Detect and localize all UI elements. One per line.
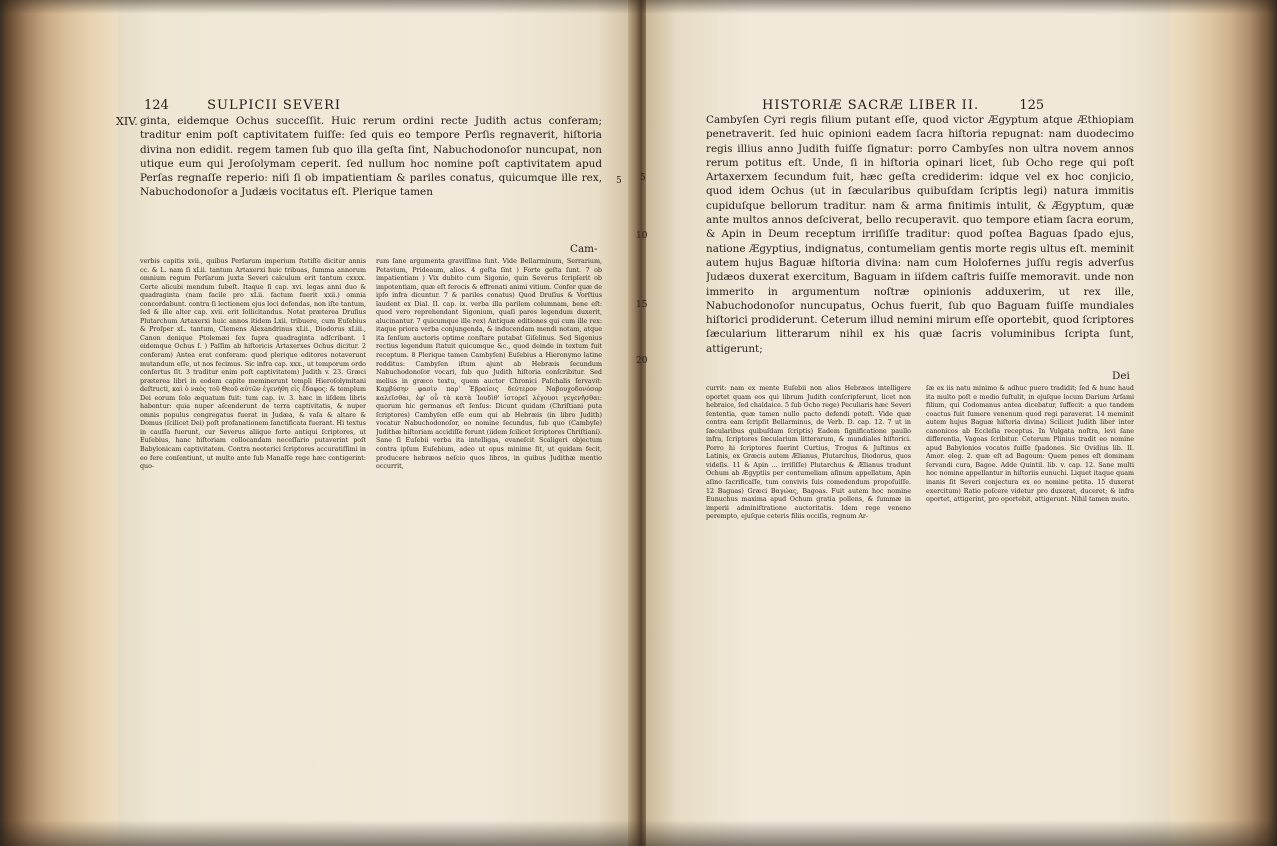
notes-left-column-2	[376, 258, 602, 748]
line-number-20: 20	[636, 356, 648, 366]
running-head-title-right: HISTORIÆ SACRÆ LIBER II.	[762, 98, 980, 113]
line-number-10: 10	[636, 231, 648, 241]
right-page	[636, 0, 1170, 846]
catchword-left: Cam-	[570, 243, 598, 255]
running-head-title-left: SULPICII SEVERI	[207, 98, 342, 113]
note-text: currit: nam ex mente Euſebii non alios Hebræos intelligere oportet quam eos qui librum Judith conſcripſerunt, licet non hebraice, ſed chaldaice. 5 ſub Ocho rege) Peculiaris hæc Severi ſententia, quæ tamen nullo pacto defendi poteſt. Vide quæ contra eam ſcripſit Bellarminus, de Verb. D. cap. 12. 7 ut in ſæcularibus quibuſdam ſcriptis) Eadem ſignificatione paullo infra, ſcriptores ſæcularium litterarum, & mundiales hiſtorici. Porro hi ſcriptores fuerint Curtius, Trogus & Juſtinus ex Latinis, ex Græcis autem Ælianus, Plutarchus, Diodorus, quos videſis. 11 & Apin ... irriſiſſe) Plutarchus & Ælianus tradunt Ochum ab Ægyptiis per contumeliam aſinum appellatum, Apin aſino ſacrificaſſe, tum convivis ſuis comedendum propoſuiſſe. 12 Baguas) Græci Βαγώας, Bagoas. Fuit autem hoc nomine Eunuchus maxima apud Ochum gratia pollens, & ſummæ in imperii adminiſtratione auctoritatis. Idem rege veneno perempto, ejuſque ceteris filiis occiſis, regnum Ar-	[706, 385, 911, 521]
page-number-right: 125	[1019, 98, 1045, 113]
bottom-shadow	[0, 820, 1277, 846]
line-number-5: 5	[640, 173, 646, 183]
section-marker: XIV.	[116, 115, 138, 128]
line-number-15: 15	[636, 300, 648, 310]
notes-right-column-2	[926, 385, 1134, 745]
catchword-right: Dei	[1112, 370, 1130, 382]
notes-left-column-1	[140, 258, 366, 748]
note-text: ſæ ex iis natu minimo & adhuc puero tradidit; ſed & hunc haud ita multo poſt e medio ſuſtulit, in ejuſque locum Darium Arſami filium, qui Codomanus antea dicebatur, ſuffecit: a quo tandem coactus fuit ſumere venenum quod regi paraverat. 14 meminit autem hujus Baguæ hiſtoria divina) Scilicet Judith liber inter canonicos ab Eccleſia receptus. In Vulgata noſtra, levi ſane differentia, Vagoas ſcribitur. Ceterum Plinius tradit eo nomine apud Babylonios vocatos fuiſſe ſpadones. Sic Ovidius lib. II. Amor. eleg. 2. quæ eſt ad Bagoum: Quem penes eſt dominam ſervandi cura, Bagoe. Adde Quintil. lib. v. cap. 12. Sane multi hoc nomine appellantur in hiſtoriis eunuchi. Liquet itaque quam inanis ſit Severi conjectura ex eo nomine petita. 15 duxerat exercitum) Ratio poſcere videtur pro duxerat, duceret; & infra oportet, attigerint, pro oportebit, attigerunt. Nihil tamen muto.	[926, 385, 1134, 504]
page-number-left: 124	[144, 98, 169, 113]
notes-right-column-1	[706, 385, 911, 745]
running-head-left	[144, 98, 341, 113]
top-shadow	[0, 0, 1277, 14]
main-text-left	[140, 114, 602, 242]
left-page-stack-edge	[0, 0, 120, 846]
left-page	[118, 0, 638, 846]
main-paragraph-left: ginta, eidemque Ochus succeſſit. Huic rerum ordini recte Judith actus conferam; traditur enim poſt captivitatem fuiſſe: ſed quis eo tempore Perſis regnaverit, hiſtoria divina non edidit. regem tamen ſub quo illa geſta ſint, Nabuchodonoſor nuncupat, non utique eum qui Jeroſolymam ceperit. ſed nullum hoc nomine poſt captivitatem apud Perſas regnaſſe reperio: niſi ſi ob impatientiam & pariles conatus, quicumque ille rex, Nabuchodonoſor a Judæis vocitatus eſt. Plerique tamen	[140, 115, 602, 199]
line-number: 5	[616, 176, 622, 186]
main-text-right	[706, 113, 1134, 369]
running-head-right	[762, 98, 1044, 113]
right-page-stack-edge	[1167, 0, 1277, 846]
note-text: rum ſane argumenta graviſſima ſunt. Vide Bellarminum, Serrarium, Petavium, Prideaum, alios. 4 geſta ſint ) Forte geſta ſunt. 7 ob impatientiam ) Vix dubito cum Sigonio, quin Severus ſcripſerit ob impotentiam, quæ eſt ferocis & effrenati animi vitium. Confer quæ de ipſo infra dicuntur. 7 & pariles conatus) Quod Druſius & Vorſtius laudent ex Dial. II. cap. ix. verba illa parilem columnam, bene eſt: quod vero reprehendant Sigonium, quaſi pares legendum duxerit, alucinantur. 7 quicumque ille rex) Antiquæ editiones qui cum ille rex: itaque priora verba conjungenda, & inducendam mendi notam, atque ita ſenſum auctoris optime conſtare putabat Giſelinus. Sed Sigonius rectius legendum ſtatuit quicumque &c., quod deinde in textum fuit receptum. 8 Plerique tamen Cambyſen) Euſebius a Hieronymo latine redditus: Cambyſen iſtum ajunt ab Hebræis ſecundum Nabuchodonoſor vocari, ſub quo Judith hiſtoria conſcribitur. Sed melius in græco textu, quem auctor Chronici Paſchalis ſervavit: Καμβύσην φασὶν παρ' Ἑβραίοις δεύτερον Ναβουχοδονόσορ καλεῖσθαι, ἐφ' οὗ τὰ κατὰ Ἰουδὶθ' ἱστορεῖ λέγουσι γεγενῆσθαι: quorum hic germanus eſt ſenſus: Dicunt quidam (Chriſtiani puta ſcriptores) Cambyſen eſſe eum qui ab Hebræis (in libro Judith) vocatur Nabuchodonoſor, eo nomine ſecundus, ſub quo (Cambyſe) Judithæ hiſtoriam accidiſſe ferunt (iidem ſcilicet ſcriptores Chriſtiani). Sane ſi Euſebii verba ita intelligas, evaneſcit Scaligeri objectum contra ipſum Euſebium, adeo ut opus minime ſit, ut quidam fecit, producere hebræos neſcio quos libros, in quibus Judithæ mentio occurrit,	[376, 258, 602, 471]
note-text: verbis capitis xvii., quibus Perſarum imperium ſtetiſſe dicitur annis cc. & L. nam ſi xLii. tantum Artaxerxi huic tribuas, ſumma annorum omnium regum Perſarum juxta Severi calculum erit tantum cxxxx. Certe alicubi mendum ſubeſt. Itaque ſi cap. xvi. legas anni duo & quadraginta (nam facile pro xLii. factum fuerit xxii.) omnia concordabunt. contra ſi lectionem ejus loci defendas, non iſte tantum, ſed & ille alter cap. xvii. erit ſollicitandus. Notat præterea Druſius Plutarchum Artaxerxi huic annos itidem Lxii. tribuere, cum Euſebius & Proſper xL. tantum, Clemens Alexandrinus xLii., Diodorus xLiii., Canon denique Ptolemæi ſex ſupra quadraginta adſcribant. 1 eidemque Ochus ſ. ) Paſſim ab hiſtoricis Artaxerxes Ochus dicitur. 2 conferam) Antea erat conferam: quod plerique editores notaverunt mutandum eſſe, ut nos fecimus. Sic infra cap. xxx., ut temporum ordo conſertus ſit. 3 traditur enim poſt captivitatem) Judith v. 23. Græci præterea libri in eodem capite meminerunt templi Hieroſolymitani deſtructi, καὶ ὁ ναὸς τοῦ Θεοῦ αὐτῶν ἐγενήθη εἰς ἔδαφος: & templum Dei eorum ſolo æquatum fuit: tum cap. iv. 3. hæc in iiſdem libris habentur: quia nuper aſcenderunt de terra captivitatis, & nuper omnis populus congregatus fuerat in Judæa, & vaſa & altare & Domus (ſcilicet Dei) poſt profanationem ſanctificata fuerant. Hi textus in cauſſa fuerunt, cur Severus aliique forte antiqui ſcriptores, ut Euſebius, hanc hiſtoriam collocandam neceſſario putaverint poſt Babylonicam captivitatem. Contra neoterici ſcriptores accuratiſſimi in eo fere conſentiunt, ut multo ante ſub Manaſſe rege hæc contigerint: quo-	[140, 258, 366, 471]
main-paragraph-right: Cambyſen Cyri regis filium putant eſſe, quod victor Ægyptum atque Æthiopiam penetraverit. ſed huic opinioni eadem ſacra hiſtoria repugnat: nam duodecimo regis illius anno Judith fuiſſe ſignatur: porro Cambyſes non ultra novem annos rerum potitus eſt. Unde, ſi in hiſtoria opinari licet, ſub Ocho rege qui poſt Artaxerxem ſecundum fuit, hæc geſta crediderim: idque vel ex hoc conjicio, quod idem Ochus (ut in ſæcularibus quibuſdam ſcriptis legi) natura immitis cupiduſque bellorum traditur. nam & arma finitimis intulit, & Ægyptum, quæ ante multos annos deſciverat, bello recuperavit. quo tempore etiam ſacra eorum, & Apin in Deum receptum irriſiſſe traditur: quod poſtea Baguas ſpado ejus, natione Ægyptius, indignatus, contumeliam gentis morte regis ultus eſt. meminit autem hujus Baguæ hiſtoria divina: nam cum Holofernes juſſu regis adverſus Judæos duxerat exercitum, Baguam in iiſdem caſtris fuiſſe memoravit. unde non immerito in argumentum noſtræ opinionis adduxerim, ut rex ille, Nabuchodonoſor nuncupatus, Ochus fuerit, ſub quo Baguam fuiſſe mundiales hiſtorici prodiderunt. Ceterum illud nemini mirum eſſe oportebit, quod ſcriptores ſæcularium litterarum nihil ex his quæ ſacris voluminibus ſcripta ſunt, attigerunt;	[706, 114, 1134, 355]
